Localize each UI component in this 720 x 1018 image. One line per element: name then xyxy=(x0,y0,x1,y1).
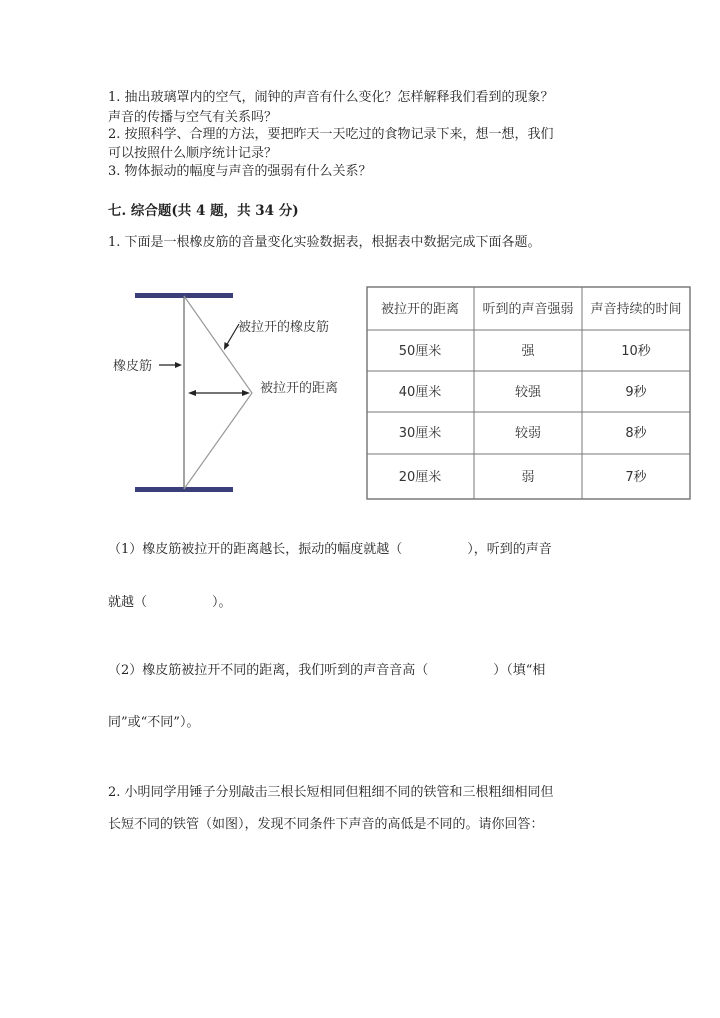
band-pointer-arrowhead xyxy=(175,362,182,368)
q1-sub2-line1: （2）橡皮筋被拉开不同的距离，我们听到的声音音高（ ）（填“相 xyxy=(108,663,546,678)
q1-sub2-line2: 同”或“不同”）。 xyxy=(108,715,200,730)
table-cell: 8秒 xyxy=(625,426,647,441)
q2-line1: 2. 小明同学用锤子分别敲击三根长短相同但粗细不同的铁管和三根粗细相同但 xyxy=(108,785,554,800)
label-distance: 被拉开的距离 xyxy=(260,381,339,396)
distance-arrowhead-right xyxy=(242,390,250,396)
table-cell: 较弱 xyxy=(514,426,542,441)
table-header: 被拉开的距离 xyxy=(380,302,460,317)
table-cell: 30厘米 xyxy=(398,426,442,441)
table-cell: 弱 xyxy=(521,470,535,485)
table-cell: 10秒 xyxy=(621,344,651,359)
table-cell: 7秒 xyxy=(625,470,647,485)
table-cell: 较强 xyxy=(514,385,542,400)
q1-sub1-line1: （1）橡皮筋被拉开的距离越长，振动的幅度就越（ ），听到的声音 xyxy=(108,542,552,557)
prev-question-line: 1. 抽出玻璃罩内的空气，闹钟的声音有什么变化？怎样解释我们看到的现象？ xyxy=(108,90,554,105)
q2-line2: 长短不同的铁管（如图），发现不同条件下声音的高低是不同的。请你回答： xyxy=(108,817,544,832)
stretched-pointer-arrowhead xyxy=(224,342,230,350)
table-cell: 40厘米 xyxy=(398,385,442,400)
table-cell: 20厘米 xyxy=(398,470,442,485)
rubber-band-figure xyxy=(105,282,695,502)
data-table xyxy=(367,287,690,499)
q1-intro: 1. 下面是一根橡皮筋的音量变化实验数据表，根据表中数据完成下面各题。 xyxy=(108,235,541,250)
label-band: 橡皮筋 xyxy=(113,359,153,374)
prev-question-line: 声音的传播与空气有关系吗？ xyxy=(108,110,278,125)
section-heading: 七. 综合题(共 4 题，共 34 分) xyxy=(108,203,299,219)
table-cell: 9秒 xyxy=(625,385,647,400)
table-header: 声音持续的时间 xyxy=(590,302,682,317)
prev-question-line: 可以按照什么顺序统计记录？ xyxy=(108,146,278,161)
prev-question-line: 2. 按照科学、合理的方法，要把昨天一天吃过的食物记录下来，想一想，我们 xyxy=(108,127,554,142)
prev-question-line: 3. 物体振动的幅度与声音的强弱有什么关系？ xyxy=(108,164,372,179)
table-cell: 强 xyxy=(521,344,535,359)
distance-arrowhead-left xyxy=(188,390,196,396)
table-cell: 50厘米 xyxy=(398,344,442,359)
q1-sub1-line2: 就越（ ）。 xyxy=(108,595,232,610)
table-header: 听到的声音强弱 xyxy=(482,302,574,317)
label-stretched: 被拉开的橡皮筋 xyxy=(238,320,330,335)
